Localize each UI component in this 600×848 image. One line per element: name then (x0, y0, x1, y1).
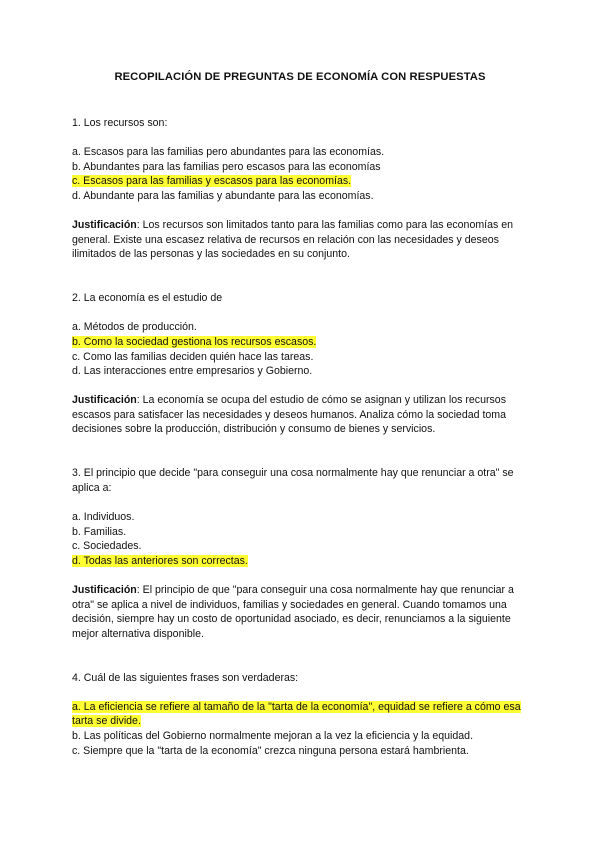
answer-option: a. Escasos para las familias pero abundantes para las economías. (72, 146, 385, 159)
question-text: 3. El principio que decide "para conseguir una cosa normalmente hay que renunciar a otra" se aplica a: (72, 467, 514, 494)
answer-option: b. Familias. (72, 525, 127, 538)
question-text: 1. Los recursos son: (72, 117, 168, 129)
question-block (72, 291, 530, 437)
answer-option: c. Como las familias deciden quién hace las tareas. (72, 350, 314, 363)
answer-option: a. Métodos de producción. (72, 321, 197, 334)
answer-option-correct: d. Todas las anteriores son correctas. (72, 554, 248, 567)
question-text: 4. Cuál de las siguientes frases son verdaderas: (72, 671, 299, 684)
question-text: 2. La economía es el estudio de (72, 292, 223, 305)
justification-text: : Los recursos son limitados tanto para las familias como para las economías en general. Existe una escasez relativa de recursos en relación con las necesidades y deseos ilimitados de las personas y las sociedades en su conjunto. (72, 219, 514, 261)
justification-label: Justificación (72, 584, 137, 596)
answer-option: d. Las interacciones entre empresarios y Gobierno. (72, 365, 313, 378)
justification-label: Justificación (72, 394, 137, 407)
document-title: RECOPILACIÓN DE PREGUNTAS DE ECONOMÍA CON RESPUESTAS (114, 71, 486, 83)
answer-option: c. Siempre que la "tarta de la economía" crezca ninguna persona estará hambrienta. (72, 744, 469, 757)
answer-option: d. Abundante para las familias y abundante para las economías. (72, 189, 374, 202)
justification (72, 393, 530, 437)
answer-option: b. Las políticas del Gobierno normalmente mejoran a la vez la eficiencia y la equidad. (72, 729, 474, 742)
answer-option: b. Abundantes para las familias pero escasos para las economías (72, 160, 381, 173)
question-block (72, 466, 530, 641)
justification-text: : El principio de que "para conseguir una cosa normalmente hay que renunciar a otra" se aplica a nivel de individuos, familias y sociedades en general. Cuando tomamos una decisión, siempre hay un costo de oportunidad asociado, es decir, renunciamos a la siguiente mejor alternativa disponible. (72, 584, 514, 640)
answer-option: a. Individuos. (72, 511, 135, 524)
justification-label: Justificación (72, 219, 137, 232)
document-content (72, 116, 530, 758)
answer-option: c. Sociedades. (72, 540, 142, 553)
question-block (72, 671, 530, 759)
justification-text: : La economía se ocupa del estudio de cómo se asignan y utilizan los recursos escasos para satisfacer las necesidades y deseos humanos. Analiza cómo la sociedad toma decisiones sobre la producción, distribución y consumo de bienes y servicios. (72, 394, 506, 436)
answer-option-correct: c. Escasos para las familias y escasos para las economías. (72, 175, 352, 188)
answer-option-correct: a. La eficiencia se refiere al tamaño de la "tarta de la economía", equidad se refiere a cómo esa tarta se divide. (72, 700, 521, 728)
justification (72, 218, 530, 262)
question-block (72, 116, 530, 262)
answer-option-correct: b. Como la sociedad gestiona los recursos escasos. (72, 335, 317, 348)
justification (72, 583, 530, 641)
